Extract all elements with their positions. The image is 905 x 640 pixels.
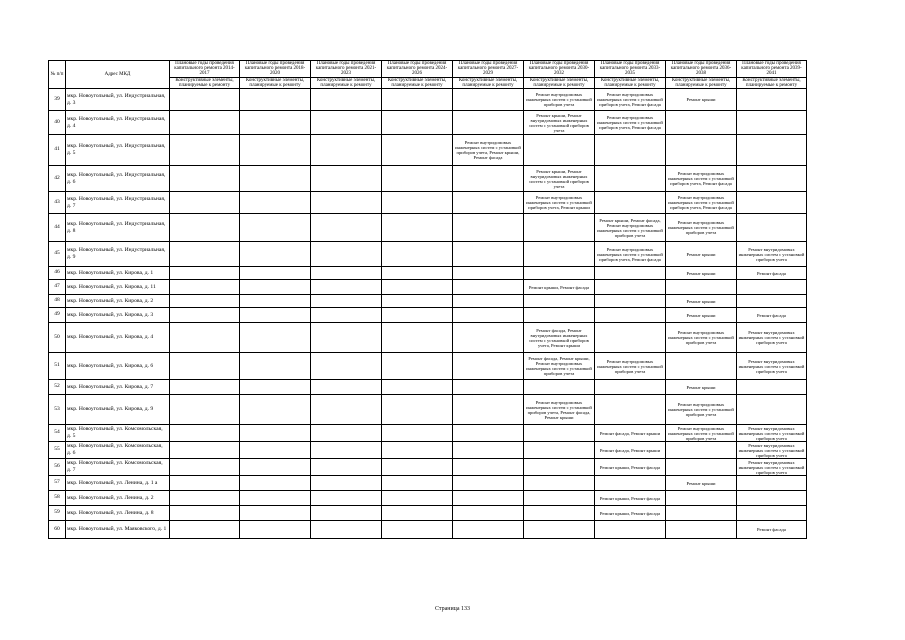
- repair-works-cell: [240, 521, 311, 539]
- repair-works-cell: [524, 521, 595, 539]
- repair-works-cell: Ремонт внутридомовых инженерных систем с установкой приборов учета, Ремонт фасада, Ремонт крыши: [524, 395, 595, 425]
- repair-works-cell: [170, 323, 240, 353]
- repair-works-cell: [170, 111, 240, 135]
- repair-works-cell: [737, 135, 807, 166]
- repair-works-cell: [311, 166, 382, 192]
- repair-works-cell: [170, 214, 240, 242]
- repair-works-cell: Ремонт фасада, Ремонт крыши: [595, 442, 666, 459]
- repair-works-cell: [737, 506, 807, 521]
- repair-works-cell: Ремонт внутридомовых инженерных систем с установкой приборов учета, Ремонт фасада: [595, 89, 666, 111]
- repair-works-cell: [382, 295, 453, 308]
- row-number: 41: [49, 135, 66, 166]
- repair-works-cell: Ремонт крыши: [666, 242, 737, 267]
- repair-works-cell: [382, 192, 453, 214]
- column-subheader: Конструктивные элементы, планируемые к ремонту: [524, 77, 595, 88]
- repair-works-cell: Ремонт фасада: [737, 308, 807, 323]
- repair-works-cell: [240, 166, 311, 192]
- repair-works-cell: [311, 353, 382, 380]
- column-header-period: Плановые годы проведения капитального ремонта 2014-2017: [170, 61, 240, 78]
- repair-works-cell: [170, 308, 240, 323]
- table-row: [49, 166, 807, 192]
- row-address: мкр. Новоугольный, ул. Ленина, д. 8: [66, 506, 170, 521]
- row-address: мкр. Новоугольный, ул. Индустриальная, д. 3: [66, 89, 170, 111]
- column-subheader: Конструктивные элементы, планируемые к ремонту: [382, 77, 453, 88]
- repair-works-cell: [524, 442, 595, 459]
- repair-works-cell: [170, 395, 240, 425]
- column-header-period: Плановые годы проведения капитального ремонта 2018-2020: [240, 61, 311, 78]
- repair-works-cell: [453, 89, 524, 111]
- repair-works-cell: [666, 280, 737, 295]
- row-address: мкр. Новоугольный, ул. Кирова, д. 6: [66, 353, 170, 380]
- repair-works-cell: [453, 295, 524, 308]
- repair-works-cell: [311, 308, 382, 323]
- repair-works-cell: [453, 380, 524, 395]
- row-address: мкр. Новоугольный, ул. Комсомольская, д. 7: [66, 459, 170, 476]
- row-number: 58: [49, 491, 66, 506]
- repair-works-cell: Ремонт крыши, Ремонт фасада: [524, 280, 595, 295]
- column-subheader: Конструктивные элементы, планируемые к ремонту: [170, 77, 240, 88]
- repair-works-cell: [240, 459, 311, 476]
- repair-works-cell: [240, 380, 311, 395]
- repair-works-cell: Ремонт внутридомовых инженерных систем с установкой приборов учета, Ремонт фасада: [666, 192, 737, 214]
- repair-works-cell: [524, 459, 595, 476]
- repair-works-cell: Ремонт фасада: [737, 521, 807, 539]
- repair-works-cell: [453, 267, 524, 280]
- row-number: 42: [49, 166, 66, 192]
- row-number: 49: [49, 308, 66, 323]
- repair-works-cell: Ремонт крыши, Ремонт фасада, Ремонт внутридомовых инженерных систем с установкой приборов учета: [595, 214, 666, 242]
- repair-works-cell: [524, 506, 595, 521]
- repair-works-cell: [595, 135, 666, 166]
- row-address: мкр. Новоугольный, ул. Комсомольская, д. 6: [66, 442, 170, 459]
- row-number: 45: [49, 242, 66, 267]
- repair-works-cell: [524, 380, 595, 395]
- repair-works-cell: [240, 280, 311, 295]
- repair-works-cell: [737, 491, 807, 506]
- table-row: [49, 89, 807, 111]
- repair-works-cell: [666, 111, 737, 135]
- repair-works-cell: [240, 308, 311, 323]
- repair-works-cell: [524, 242, 595, 267]
- repair-works-cell: [737, 280, 807, 295]
- repair-works-cell: Ремонт внутридомовых инженерных систем с установкой приборов учета: [737, 442, 807, 459]
- column-subheader: Конструктивные элементы, планируемые к ремонту: [737, 77, 807, 88]
- row-address: мкр. Новоугольный, ул. Кирова, д. 11: [66, 280, 170, 295]
- repair-works-cell: [170, 295, 240, 308]
- column-header-period: Плановые годы проведения капитального ремонта 2033-2035: [595, 61, 666, 78]
- repair-works-cell: [170, 353, 240, 380]
- repair-works-cell: Ремонт внутридомовых инженерных систем с установкой приборов учета, Ремонт фасада: [595, 242, 666, 267]
- column-subheader: Конструктивные элементы, планируемые к ремонту: [666, 77, 737, 88]
- repair-works-cell: [737, 89, 807, 111]
- repair-works-cell: [311, 280, 382, 295]
- repair-works-cell: [453, 506, 524, 521]
- column-header-address: Адрес МКД: [66, 61, 170, 89]
- row-address: мкр. Новоугольный, ул. Кирова, д. 9: [66, 395, 170, 425]
- repair-works-cell: [524, 135, 595, 166]
- column-subheader: Конструктивные элементы, планируемые к ремонту: [311, 77, 382, 88]
- table-row: [49, 380, 807, 395]
- repair-works-cell: [170, 442, 240, 459]
- repair-works-cell: Ремонт внутридомовых инженерных систем с установкой приборов учета, Ремонт крыши, Ремонт фасада: [453, 135, 524, 166]
- row-number: 50: [49, 323, 66, 353]
- repair-works-cell: [311, 323, 382, 353]
- table-row: [49, 111, 807, 135]
- row-address: мкр. Новоугольный, ул. Индустриальная, д. 8: [66, 214, 170, 242]
- repair-works-cell: [737, 395, 807, 425]
- repair-works-cell: [382, 476, 453, 491]
- repair-works-cell: Ремонт крыши: [666, 267, 737, 280]
- table-body: [49, 89, 807, 539]
- repair-works-cell: [453, 166, 524, 192]
- repair-works-cell: [170, 506, 240, 521]
- repair-works-cell: [382, 459, 453, 476]
- repair-works-cell: [311, 295, 382, 308]
- repair-works-cell: [382, 521, 453, 539]
- column-header-period: Плановые годы проведения капитального ремонта 2030-2032: [524, 61, 595, 78]
- table-row: [49, 135, 807, 166]
- repair-works-cell: [311, 491, 382, 506]
- repair-works-cell: [382, 280, 453, 295]
- row-number: 53: [49, 395, 66, 425]
- repair-works-cell: [595, 395, 666, 425]
- repair-works-cell: [170, 267, 240, 280]
- repair-works-cell: [666, 506, 737, 521]
- row-address: мкр. Новоугольный, ул. Ленина, д. 1 а: [66, 476, 170, 491]
- table-row: [49, 442, 807, 459]
- repair-works-cell: [382, 89, 453, 111]
- repair-works-cell: [170, 459, 240, 476]
- row-address: мкр. Новоугольный, ул. Маяковского, д. 1: [66, 521, 170, 539]
- table-row: [49, 214, 807, 242]
- column-header-period: Плановые годы проведения капитального ремонта 2021-2023: [311, 61, 382, 78]
- repair-works-cell: Ремонт крыши: [666, 89, 737, 111]
- repair-works-cell: [524, 308, 595, 323]
- repair-works-cell: [240, 323, 311, 353]
- repair-works-cell: [240, 353, 311, 380]
- column-header-num: № п/п: [49, 61, 66, 89]
- table-row: [49, 506, 807, 521]
- repair-works-cell: [240, 111, 311, 135]
- repair-works-cell: [737, 111, 807, 135]
- column-header-period: Плановые годы проведения капитального ремонта 2024-2026: [382, 61, 453, 78]
- repair-works-cell: [666, 353, 737, 380]
- repair-works-cell: [311, 89, 382, 111]
- repair-works-cell: [170, 380, 240, 395]
- repair-works-cell: Ремонт фасада, Ремонт крыши: [595, 425, 666, 442]
- table-row: [49, 353, 807, 380]
- row-number: 51: [49, 353, 66, 380]
- repair-works-cell: [170, 280, 240, 295]
- repair-works-cell: [311, 380, 382, 395]
- repair-works-cell: [240, 491, 311, 506]
- repair-works-cell: Ремонт крыши: [666, 295, 737, 308]
- repair-works-cell: [382, 135, 453, 166]
- repair-works-cell: Ремонт внутридомовых инженерных систем с установкой приборов учета: [737, 459, 807, 476]
- repair-works-cell: [595, 267, 666, 280]
- repair-works-cell: Ремонт внутридомовых инженерных систем с установкой приборов учета: [666, 214, 737, 242]
- column-subheader: Конструктивные элементы, планируемые к ремонту: [453, 77, 524, 88]
- repair-works-cell: [453, 111, 524, 135]
- repair-works-cell: [524, 295, 595, 308]
- repair-works-cell: [453, 459, 524, 476]
- table-row: [49, 491, 807, 506]
- row-address: мкр. Новоугольный, ул. Индустриальная, д. 6: [66, 166, 170, 192]
- repair-works-cell: Ремонт внутридомовых инженерных систем с установкой приборов учета: [737, 425, 807, 442]
- repair-works-cell: [666, 459, 737, 476]
- repair-works-cell: [595, 476, 666, 491]
- repair-works-cell: [170, 135, 240, 166]
- table-row: [49, 192, 807, 214]
- table-row: [49, 476, 807, 491]
- column-header-period: Плановые годы проведения капитального ремонта 2039-2041: [737, 61, 807, 78]
- row-number: 59: [49, 506, 66, 521]
- repair-works-cell: [311, 111, 382, 135]
- repair-works-cell: [170, 491, 240, 506]
- repair-works-cell: [311, 521, 382, 539]
- repair-works-cell: [170, 476, 240, 491]
- repair-works-cell: Ремонт фасада: [737, 267, 807, 280]
- repair-works-cell: [737, 295, 807, 308]
- repair-works-cell: Ремонт внутридомовых инженерных систем с установкой приборов учета: [666, 425, 737, 442]
- row-address: мкр. Новоугольный, ул. Индустриальная, д. 7: [66, 192, 170, 214]
- table-row: [49, 459, 807, 476]
- repair-works-cell: [240, 135, 311, 166]
- repair-works-cell: Ремонт крыши: [666, 380, 737, 395]
- repair-works-cell: Ремонт внутридомовых инженерных систем с установкой приборов учета: [666, 395, 737, 425]
- row-number: 43: [49, 192, 66, 214]
- repair-works-cell: [240, 214, 311, 242]
- row-number: 39: [49, 89, 66, 111]
- repair-works-cell: [311, 267, 382, 280]
- repair-works-cell: [240, 425, 311, 442]
- repair-works-cell: Ремонт крыши: [666, 308, 737, 323]
- repair-works-cell: Ремонт крыши: [666, 476, 737, 491]
- repair-works-cell: [382, 395, 453, 425]
- repair-works-cell: [453, 214, 524, 242]
- repair-works-cell: [170, 425, 240, 442]
- repair-works-cell: [453, 395, 524, 425]
- repair-works-cell: [382, 214, 453, 242]
- repair-works-cell: [311, 425, 382, 442]
- repair-works-cell: [666, 521, 737, 539]
- repair-works-cell: [524, 476, 595, 491]
- capital-repair-table: [48, 60, 807, 539]
- repair-works-cell: [170, 242, 240, 267]
- repair-works-cell: [666, 491, 737, 506]
- row-number: 55: [49, 442, 66, 459]
- repair-works-cell: [453, 308, 524, 323]
- repair-works-cell: [382, 166, 453, 192]
- row-number: 52: [49, 380, 66, 395]
- repair-works-cell: [311, 135, 382, 166]
- column-header-period: Плановые годы проведения капитального ремонта 2036-2038: [666, 61, 737, 78]
- repair-works-cell: [453, 323, 524, 353]
- repair-works-cell: Ремонт фасада, Ремонт внутридомовых инженерных систем с установкой приборов учета, Ремонт крыши: [524, 323, 595, 353]
- row-address: мкр. Новоугольный, ул. Кирова, д. 3: [66, 308, 170, 323]
- repair-works-cell: Ремонт крыши, Ремонт внутридомовых инженерных систем с установкой приборов учета: [524, 166, 595, 192]
- repair-works-cell: [311, 442, 382, 459]
- row-number: 40: [49, 111, 66, 135]
- repair-works-cell: [453, 353, 524, 380]
- repair-works-cell: Ремонт внутридомовых инженерных систем с установкой приборов учета, Ремонт крыши: [524, 192, 595, 214]
- repair-works-cell: [240, 442, 311, 459]
- row-address: мкр. Новоугольный, ул. Кирова, д. 2: [66, 295, 170, 308]
- row-number: 48: [49, 295, 66, 308]
- repair-works-cell: Ремонт внутридомовых инженерных систем с установкой приборов учета: [666, 323, 737, 353]
- repair-works-cell: [453, 242, 524, 267]
- page-number: Страница 133: [434, 606, 471, 612]
- repair-works-cell: [240, 476, 311, 491]
- repair-works-cell: Ремонт внутридомовых инженерных систем с установкой приборов учета, Ремонт фасада: [666, 166, 737, 192]
- repair-works-cell: [737, 476, 807, 491]
- column-subheader: Конструктивные элементы, планируемые к ремонту: [240, 77, 311, 88]
- repair-works-cell: [595, 521, 666, 539]
- repair-works-cell: [595, 166, 666, 192]
- row-number: 57: [49, 476, 66, 491]
- repair-works-cell: [737, 380, 807, 395]
- repair-works-cell: [311, 459, 382, 476]
- row-address: мкр. Новоугольный, ул. Индустриальная, д. 5: [66, 135, 170, 166]
- repair-works-cell: [595, 308, 666, 323]
- repair-works-cell: [453, 280, 524, 295]
- repair-works-cell: [382, 380, 453, 395]
- repair-works-cell: Ремонт внутридомовых инженерных систем с установкой приборов учета: [737, 353, 807, 380]
- table-row: [49, 280, 807, 295]
- row-address: мкр. Новоугольный, ул. Кирова, д. 1: [66, 267, 170, 280]
- repair-works-cell: [170, 89, 240, 111]
- repair-works-cell: [453, 521, 524, 539]
- table-row: [49, 395, 807, 425]
- repair-works-cell: [311, 506, 382, 521]
- repair-works-cell: [311, 214, 382, 242]
- repair-works-cell: [240, 242, 311, 267]
- repair-works-cell: [737, 192, 807, 214]
- table-row: [49, 425, 807, 442]
- table-row: [49, 242, 807, 267]
- repair-works-cell: Ремонт внутридомовых инженерных систем с установкой приборов учета, Ремонт фасада: [595, 111, 666, 135]
- repair-works-cell: [595, 323, 666, 353]
- column-subheader: Конструктивные элементы, планируемые к ремонту: [595, 77, 666, 88]
- row-number: 46: [49, 267, 66, 280]
- repair-works-cell: [595, 295, 666, 308]
- row-address: мкр. Новоугольный, ул. Индустриальная, д. 4: [66, 111, 170, 135]
- header-row-periods: [49, 61, 807, 78]
- repair-works-cell: Ремонт внутридомовых инженерных систем с установкой приборов учета: [524, 89, 595, 111]
- repair-works-cell: [524, 491, 595, 506]
- repair-works-cell: [311, 242, 382, 267]
- column-header-period: Плановые годы проведения капитального ремонта 2027-2029: [453, 61, 524, 78]
- repair-works-cell: Ремонт внутридомовых инженерных систем с установкой приборов учета: [737, 323, 807, 353]
- repair-works-cell: [666, 442, 737, 459]
- repair-works-cell: [382, 491, 453, 506]
- repair-works-cell: [311, 476, 382, 491]
- repair-works-cell: [382, 242, 453, 267]
- repair-works-cell: [382, 267, 453, 280]
- repair-works-cell: [453, 192, 524, 214]
- row-address: мкр. Новоугольный, ул. Индустриальная, д. 9: [66, 242, 170, 267]
- repair-works-cell: Ремонт фасада, Ремонт крыши, Ремонт внутридомовых инженерных систем с установкой приборов учета: [524, 353, 595, 380]
- row-address: мкр. Новоугольный, ул. Комсомольская, д. 5: [66, 425, 170, 442]
- repair-works-cell: [240, 267, 311, 280]
- repair-works-cell: [524, 214, 595, 242]
- table-row: [49, 267, 807, 280]
- repair-works-cell: [382, 425, 453, 442]
- row-address: мкр. Новоугольный, ул. Кирова, д. 4: [66, 323, 170, 353]
- repair-works-cell: Ремонт крыши, Ремонт фасада: [595, 459, 666, 476]
- row-number: 56: [49, 459, 66, 476]
- row-number: 47: [49, 280, 66, 295]
- repair-works-cell: Ремонт крыши, Ремонт фасада: [595, 491, 666, 506]
- repair-works-cell: [666, 135, 737, 166]
- repair-works-cell: Ремонт внутридомовых инженерных систем с установкой приборов учета: [737, 242, 807, 267]
- repair-works-cell: Ремонт крыши, Ремонт внутридомовых инженерных систем с установкой приборов учета: [524, 111, 595, 135]
- repair-works-cell: [311, 192, 382, 214]
- repair-works-cell: [240, 192, 311, 214]
- repair-works-cell: [240, 506, 311, 521]
- repair-works-cell: [524, 267, 595, 280]
- table-row: [49, 308, 807, 323]
- repair-works-cell: [382, 506, 453, 521]
- row-address: мкр. Новоугольный, ул. Кирова, д. 7: [66, 380, 170, 395]
- repair-works-cell: [595, 280, 666, 295]
- repair-works-cell: [453, 491, 524, 506]
- repair-works-cell: [170, 521, 240, 539]
- repair-works-cell: [240, 89, 311, 111]
- repair-works-cell: [382, 323, 453, 353]
- repair-works-cell: [595, 380, 666, 395]
- repair-works-cell: [453, 425, 524, 442]
- row-address: мкр. Новоугольный, ул. Ленина, д. 2: [66, 491, 170, 506]
- repair-works-cell: Ремонт крыши, Ремонт фасада: [595, 506, 666, 521]
- repair-works-cell: [595, 192, 666, 214]
- row-number: 60: [49, 521, 66, 539]
- repair-works-cell: [382, 353, 453, 380]
- row-number: 44: [49, 214, 66, 242]
- repair-works-cell: [382, 308, 453, 323]
- repair-works-cell: [170, 166, 240, 192]
- repair-works-cell: [382, 442, 453, 459]
- repair-works-cell: [311, 395, 382, 425]
- repair-works-cell: Ремонт внутридомовых инженерных систем с установкой приборов учета: [595, 353, 666, 380]
- row-number: 54: [49, 425, 66, 442]
- repair-works-cell: [453, 476, 524, 491]
- repair-works-cell: [240, 295, 311, 308]
- repair-works-cell: [170, 192, 240, 214]
- table-row: [49, 323, 807, 353]
- table-row: [49, 295, 807, 308]
- repair-works-cell: [524, 425, 595, 442]
- table-row: [49, 521, 807, 539]
- repair-works-cell: [453, 442, 524, 459]
- repair-works-cell: [737, 214, 807, 242]
- repair-works-cell: [737, 166, 807, 192]
- repair-works-cell: [382, 111, 453, 135]
- repair-works-cell: [240, 395, 311, 425]
